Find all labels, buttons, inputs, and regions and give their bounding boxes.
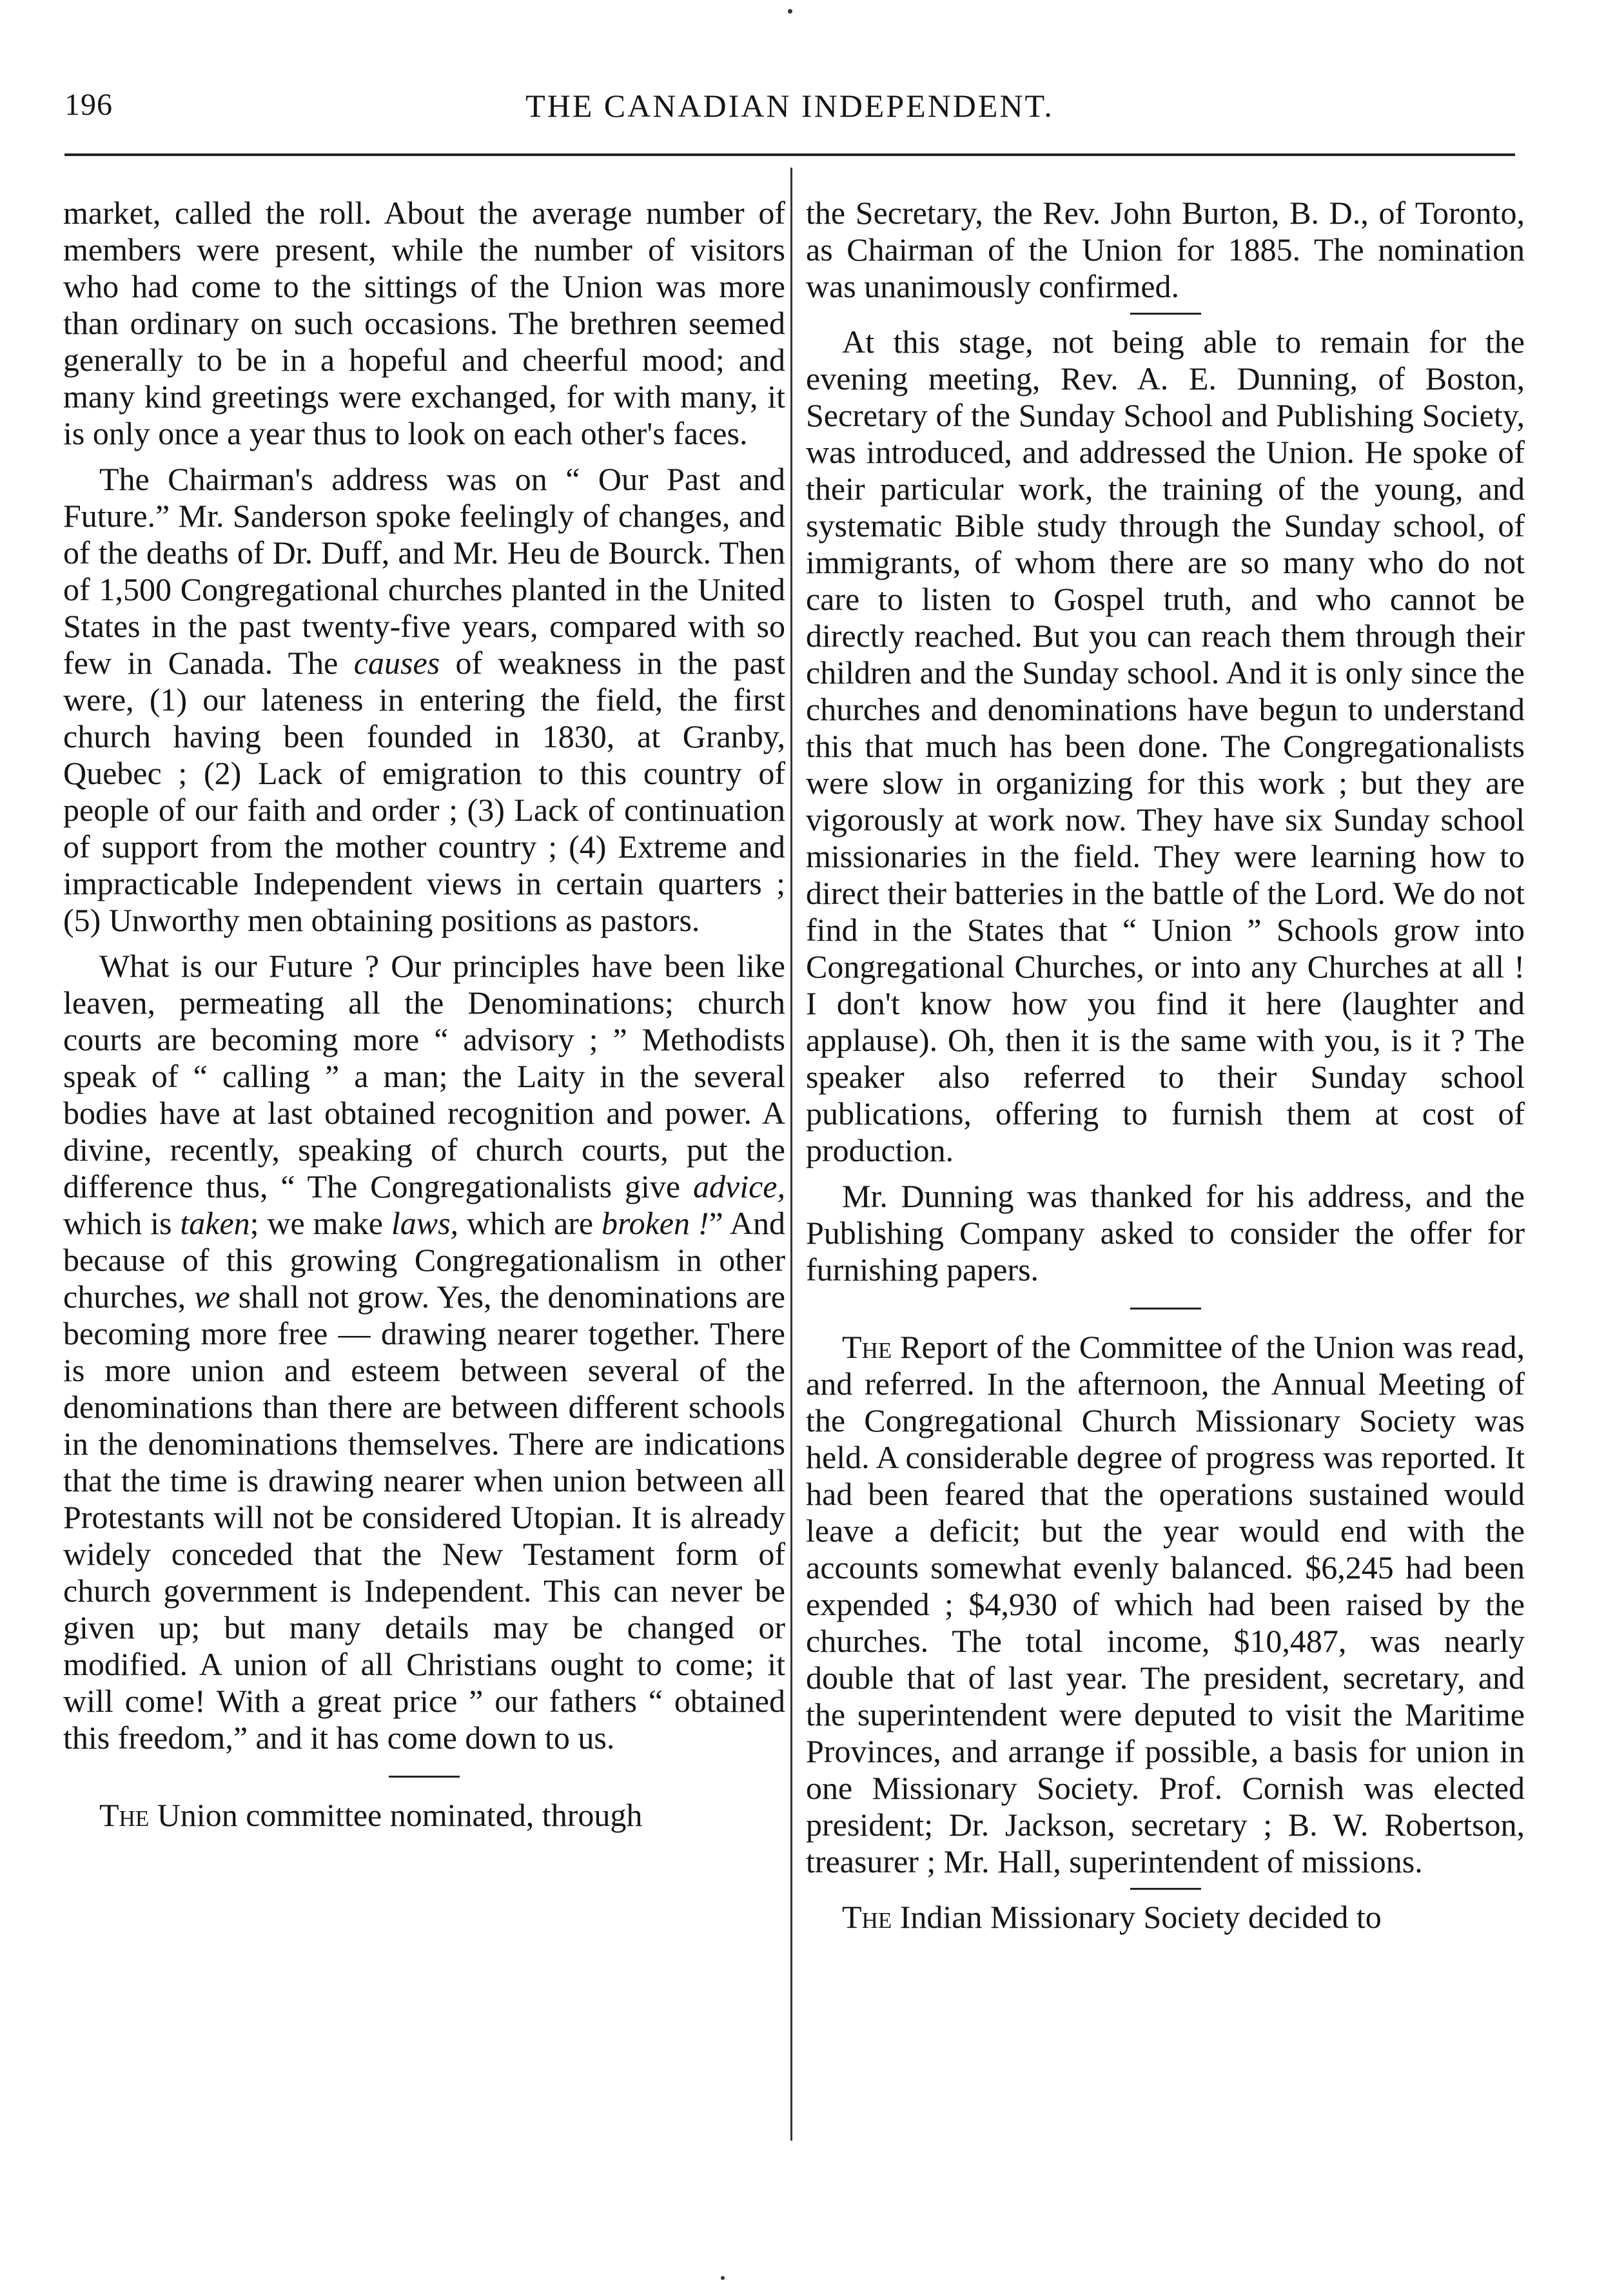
- print-speck: [721, 2276, 725, 2280]
- right-paragraph-4: [806, 1329, 1525, 1880]
- text-run: Report of the Committee of the Union was read, and referred. In the afternoon, the Annual Meeting of the Congregational Church Missionary Society was held. A considerable degree of progress was reported. It had been feared that the operations sustained would leave a deficit; but the year would end with the accounts somewhat evenly balanced. $6,245 had been expended ; $4,930 of which had been raised by the churches. The total income, $10,487, was nearly double that of last year. The president, secretary, and the superintendent were deputed to visit the Maritime Provinces, and arrange if possible, a basis for union in one Missionary Society. Prof. Cornish was elected president; Dr. Jackson, secretary ; B. W. Robertson, treasurer ; Mr. Hall, superintendent of missions.: [806, 1329, 1525, 1879]
- text-run: shall not grow. Yes, the denominations are becoming more free — drawing nearer together. There is more union and esteem between several of the denominations than there are between different schools in the denominations themselves. There are indications that the time is drawing nearer when union between all Protestants will not be considered Utopian. It is already widely conceded that the New Testament form of church government is Independent. This can never be given up; but many details may be changed or modified. A union of all Christians ought to come; it will come! With a great price ” our fathers “ obtained this freedom,” and it has come down to us.: [63, 1279, 785, 1756]
- text-run: Union committee nominated, through: [149, 1797, 643, 1833]
- small-caps-lead: The: [99, 1797, 150, 1833]
- text-run: which are: [458, 1205, 602, 1241]
- right-paragraph-2: At this stage, not being able to remain for the evening meeting, Rev. A. E. Dunning, of Boston, Secretary of the Sunday School and Publishing Society, was introduced, and addressed the Union. He spoke of their particular work, the training of the young, and systematic Bible study through the Sunday school, of immigrants, of whom there are so many who do not care to listen to Gospel truth, and who cannot be directly reached. But you can reach them through their children and the Sunday school. And it is only since the churches and denominations have begun to understand this that much has been done. The Congregationalists were slow in organizing for this work ; but they are vigorously at work now. They have six Sunday school missionaries in the field. They were learning how to direct their batteries in the battle of the Lord. We do not find in the States that “ Union ” Schools grow into Congregational Churches, or into any Churches at all ! I don't know how you find it here (laughter and applause). Oh, then it is the same with you, is it ? The speaker also referred to their Sunday school publications, offering to furnish them at cost of production.: [806, 324, 1525, 1168]
- text-run: ” And because of this growing Congregationalism in other churches,: [63, 1205, 785, 1315]
- left-paragraph-1: market, called the roll. About the average number of members were present, while the number of visitors who had come to the sittings of the Union was more than ordinary on such occasions. The brethren seemed generally to be in a hopeful and cheerful mood; and many kind greetings were exchanged, for with many, it is only once a year thus to look on each other's faces.: [63, 195, 785, 451]
- journal-title: THE CANADIAN INDEPENDENT.: [525, 88, 1054, 124]
- section-rule: [1130, 1888, 1201, 1890]
- left-paragraph-2: [63, 461, 785, 939]
- italic-text: laws,: [391, 1205, 459, 1241]
- small-caps-lead: The: [842, 1899, 892, 1935]
- running-header: [64, 87, 1515, 132]
- small-caps-lead: The: [842, 1329, 892, 1365]
- header-rule: [64, 153, 1515, 156]
- text-run: ; we make: [250, 1205, 391, 1241]
- text-run: What is our Future ? Our principles have been like leaven, permeating all the Denominations; church courts are becoming more “ advisory ; ” Methodists speak of “ calling ” a man; the Laity in the several bodies have at last obtained recognition and power. A divine, recently, speaking of church courts, put the difference thus, “ The Congregationalists give: [63, 948, 785, 1204]
- left-paragraph-4: [63, 1797, 785, 1834]
- italic-text: advice,: [693, 1168, 785, 1204]
- text-run: The Chairman's address was on “ Our Past and Future.” Mr. Sanderson spoke feelingly of changes, and of the deaths of Dr. Duff, and Mr. Heu de Bourck. Then of 1,500 Congregational churches planted in the United States in the past twenty-five years, compared with so few in Canada. The: [63, 461, 785, 681]
- italic-text: we: [194, 1279, 230, 1315]
- section-rule: [1130, 313, 1201, 315]
- italic-text: taken: [180, 1205, 250, 1241]
- right-paragraph-3: Mr. Dunning was thanked for his address, and the Publishing Company asked to consider the offer for furnishing papers.: [806, 1178, 1525, 1288]
- text-run: of weakness in the past were, (1) our lateness in entering the field, the first church having been founded in 1830, at Granby, Quebec ; (2) Lack of emigration to this country of people of our faith and order ; (3) Lack of continuation of support from the mother country ; (4) Extreme and impracticable Independent views in certain quarters ; (5) Unworthy men obtaining positions as pastors.: [63, 645, 785, 938]
- print-speck: [788, 9, 792, 14]
- text-run: which is: [63, 1205, 181, 1241]
- page-number: 196: [64, 88, 113, 122]
- right-paragraph-1: the Secretary, the Rev. John Burton, B. D., of Toronto, as Chairman of the Union for 1885. The nomination was unanimously confirmed.: [806, 195, 1525, 304]
- right-column: [806, 195, 1525, 1936]
- section-rule: [389, 1776, 460, 1778]
- section-rule: [1130, 1308, 1201, 1310]
- left-column: [63, 195, 785, 1834]
- right-paragraph-5: [806, 1899, 1525, 1936]
- text-run: Indian Missionary Society decided to: [892, 1899, 1382, 1935]
- column-divider: [790, 168, 792, 2141]
- italic-text: broken !: [602, 1205, 709, 1241]
- left-paragraph-3: [63, 948, 785, 1756]
- italic-text: causes: [353, 645, 440, 681]
